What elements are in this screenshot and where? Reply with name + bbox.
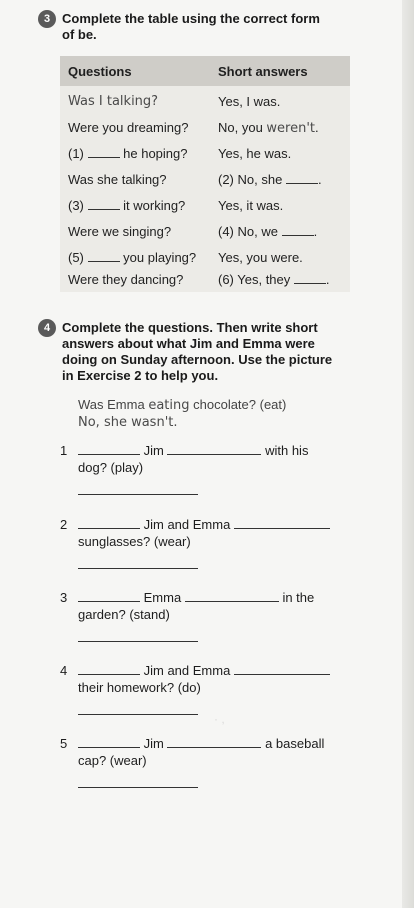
item-2-blank-b[interactable]	[234, 528, 330, 529]
item-5-continuation: cap? (wear)	[78, 753, 147, 768]
answer-cell: Yes, you were.	[218, 250, 303, 265]
item-3-blank-b[interactable]	[185, 601, 279, 602]
answer-cell: (2) No, she .	[218, 172, 322, 187]
item-2-blank-a[interactable]	[78, 528, 140, 529]
exercise-4-heading-line3: doing on Sunday afternoon. Use the picture	[62, 352, 333, 367]
table-row	[60, 248, 350, 272]
exercise-4-heading-line1: Complete the questions. Then write short	[62, 320, 318, 335]
question-cell: Were they dancing?	[68, 272, 184, 287]
exercise-3-heading	[62, 11, 320, 43]
exercise-4-heading-line2: answers about what Jim and Emma were	[62, 336, 315, 351]
item-3-blank-a[interactable]	[78, 601, 140, 602]
item-5-blank-b[interactable]	[167, 747, 261, 748]
item-1-blank-a[interactable]	[78, 454, 140, 455]
question-cell: (3) it working?	[68, 198, 186, 213]
exercise-3-badge: 3	[38, 10, 56, 28]
exercise-3-heading-line2: of be.	[62, 27, 97, 42]
item-2-question: Jim and Emma	[78, 517, 330, 532]
item-3-continuation: garden? (stand)	[78, 607, 170, 622]
item-4-blank-b[interactable]	[234, 674, 330, 675]
item-4-answer-line[interactable]	[78, 714, 198, 715]
blank-5[interactable]	[88, 261, 120, 262]
table-row	[60, 270, 350, 294]
item-1-question: Jim with his	[78, 443, 308, 458]
header-questions: Questions	[68, 64, 132, 79]
item-1-answer-line[interactable]	[78, 494, 198, 495]
page-smudge: · ,	[214, 712, 225, 726]
table-row	[60, 196, 350, 220]
question-cell: (5) you playing?	[68, 250, 197, 265]
question-cell: Were you dreaming?	[68, 120, 189, 135]
exercise-4-badge: 4	[38, 319, 56, 337]
item-number: 1	[60, 443, 68, 458]
item-3-question: Emma in the	[78, 590, 314, 605]
blank-6[interactable]	[294, 283, 326, 284]
item-number: 2	[60, 517, 68, 532]
page-edge	[402, 0, 414, 908]
item-number: 4	[60, 663, 68, 678]
item-4-blank-a[interactable]	[78, 674, 140, 675]
item-number: 5	[60, 736, 68, 751]
item-number: 3	[60, 590, 68, 605]
question-cell: Was I talking?	[68, 94, 159, 109]
table-header	[60, 56, 350, 86]
item-5-question: Jim a baseball	[78, 736, 324, 751]
answer-cell: (4) No, we .	[218, 224, 318, 239]
answer-cell: No, you weren't.	[218, 120, 319, 136]
table-row	[60, 222, 350, 246]
blank-2[interactable]	[286, 183, 318, 184]
exercise-3-heading-line1: Complete the table using the correct form	[62, 11, 320, 26]
item-1-blank-b[interactable]	[167, 454, 261, 455]
blank-1[interactable]	[88, 157, 120, 158]
question-cell: (1) he hoping?	[68, 146, 188, 161]
item-4-question: Jim and Emma	[78, 663, 330, 678]
table-row	[60, 92, 350, 116]
header-short-answers: Short answers	[218, 64, 308, 79]
example-question: Was Emma eating chocolate? (eat)	[78, 397, 287, 413]
table-row	[60, 144, 350, 168]
item-4-continuation: their homework? (do)	[78, 680, 201, 695]
item-2-continuation: sunglasses? (wear)	[78, 534, 191, 549]
item-5-answer-line[interactable]	[78, 787, 198, 788]
exercise-4-heading	[62, 320, 332, 384]
answer-cell: (6) Yes, they .	[218, 272, 330, 287]
question-cell: Were we singing?	[68, 224, 172, 239]
item-3-answer-line[interactable]	[78, 641, 198, 642]
item-1-continuation: dog? (play)	[78, 460, 144, 475]
example-answer: No, she wasn't.	[78, 415, 178, 430]
example-block	[78, 396, 286, 431]
answer-handwritten: weren't	[266, 121, 316, 136]
item-2-answer-line[interactable]	[78, 568, 198, 569]
table-row	[60, 118, 350, 142]
question-cell: Was she talking?	[68, 172, 167, 187]
blank-4[interactable]	[282, 235, 314, 236]
exercise-4-heading-line4: in Exercise 2 to help you.	[62, 368, 219, 383]
blank-3[interactable]	[88, 209, 120, 210]
answer-cell: Yes, I was.	[218, 94, 281, 109]
answer-cell: Yes, he was.	[218, 146, 292, 161]
item-5-blank-a[interactable]	[78, 747, 140, 748]
answer-cell: Yes, it was.	[218, 198, 284, 213]
be-form-table	[60, 56, 350, 292]
table-row	[60, 170, 350, 194]
